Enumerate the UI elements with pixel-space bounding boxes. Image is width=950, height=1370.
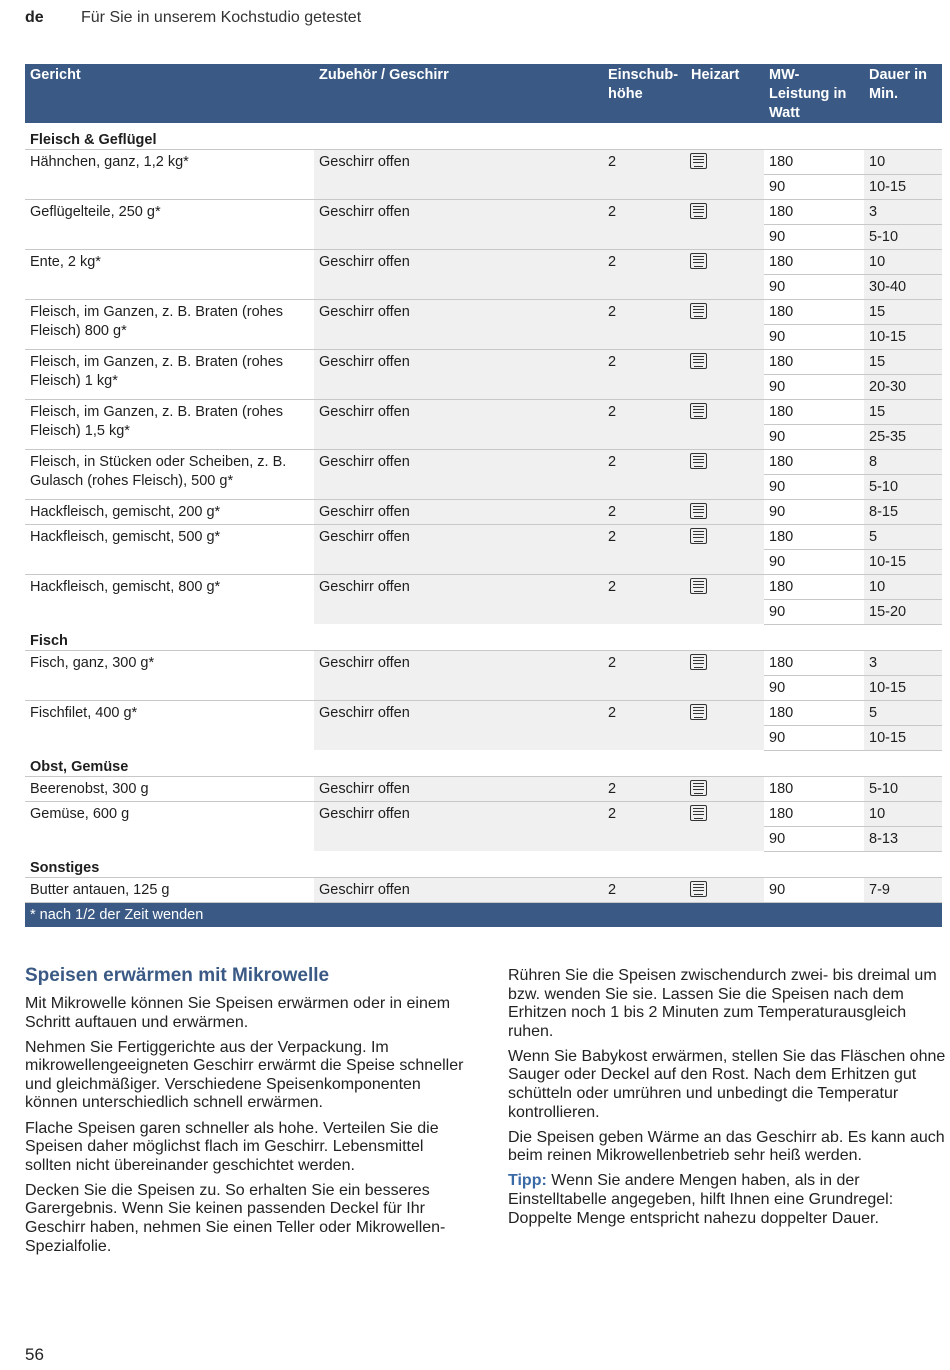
dish-cell: Fischfilet, 400 g* — [25, 701, 314, 751]
footnote-row — [25, 903, 942, 928]
level-cell: 2 — [603, 400, 686, 450]
table-row — [25, 575, 942, 600]
table-row — [25, 500, 942, 525]
duration-cell: 10 — [864, 802, 942, 827]
duration-cell: 5-10 — [864, 225, 942, 250]
duration-cell: 7-9 — [864, 878, 942, 903]
category-row — [25, 751, 942, 777]
level-cell: 2 — [603, 250, 686, 300]
microwave-icon — [690, 654, 707, 670]
duration-cell: 15 — [864, 350, 942, 375]
duration-cell: 15 — [864, 300, 942, 325]
heat-type-cell — [686, 802, 764, 852]
power-cell: 90 — [764, 325, 864, 350]
column-header: Dauer in Min. — [864, 64, 942, 124]
duration-cell: 15 — [864, 400, 942, 425]
table-row — [25, 525, 942, 550]
dish-cell: Hackfleisch, gemischt, 500 g* — [25, 525, 314, 575]
power-cell: 180 — [764, 200, 864, 225]
paragraph: Wenn Sie Babykost erwärmen, stellen Sie das Fläschen ohne Sauger oder Deckel auf den Rost. Nach dem Erhitzen gut schütteln oder umrühren und unbedingt die Temperatur kontrollieren. — [508, 1047, 946, 1121]
power-cell: 90 — [764, 600, 864, 625]
table-row — [25, 802, 942, 827]
paragraph: Decken Sie die Speisen zu. So erhalten Sie ein besseres Garergebnis. Wenn Sie keinen passenden Deckel für Ihr Geschirr haben, nehmen Sie einen Teller oder Mikrowellen-Spezialfolie. — [25, 1181, 446, 1255]
accessory-cell: Geschirr offen — [314, 802, 603, 852]
power-cell: 180 — [764, 525, 864, 550]
duration-cell: 5-10 — [864, 777, 942, 802]
heat-type-cell — [686, 200, 764, 250]
accessory-cell: Geschirr offen — [314, 250, 603, 300]
duration-cell: 10 — [864, 250, 942, 275]
table-row — [25, 878, 942, 903]
table-row — [25, 300, 942, 325]
duration-cell: 8-13 — [864, 827, 942, 852]
power-cell: 90 — [764, 175, 864, 200]
duration-cell: 30-40 — [864, 275, 942, 300]
tip-text: Wenn Sie andere Mengen haben, als in der Einstelltabelle angegeben, hilft Ihnen eine Grundregel: Doppelte Menge entspricht nahezu doppelter Dauer. — [508, 1172, 894, 1227]
power-cell: 90 — [764, 827, 864, 852]
heat-type-cell — [686, 300, 764, 350]
dish-cell: Beerenobst, 300 g — [25, 777, 314, 802]
duration-cell: 5 — [864, 525, 942, 550]
heat-type-cell — [686, 400, 764, 450]
paragraph: Die Speisen geben Wärme an das Geschirr ab. Es kann auch beim reinen Mikrowellenbetrieb sehr heiß werden. — [508, 1128, 945, 1165]
accessory-cell: Geschirr offen — [314, 878, 603, 903]
accessory-cell: Geschirr offen — [314, 500, 603, 525]
table-row — [25, 701, 942, 726]
level-cell: 2 — [603, 200, 686, 250]
power-cell: 180 — [764, 802, 864, 827]
microwave-icon — [690, 578, 707, 594]
page-number: 56 — [25, 1345, 44, 1364]
dish-cell: Fleisch, im Ganzen, z. B. Braten (rohes Fleisch) 1,5 kg* — [25, 400, 314, 450]
power-cell: 180 — [764, 150, 864, 175]
power-cell: 180 — [764, 300, 864, 325]
duration-cell: 10 — [864, 150, 942, 175]
duration-cell: 10-15 — [864, 726, 942, 751]
table-row — [25, 777, 942, 802]
column-header: Zubehör / Geschirr — [314, 64, 603, 124]
duration-cell: 25-35 — [864, 425, 942, 450]
duration-cell: 20-30 — [864, 375, 942, 400]
heat-type-cell — [686, 777, 764, 802]
microwave-icon — [690, 203, 707, 219]
page-header-title: Für Sie in unserem Kochstudio getestet — [81, 9, 362, 26]
table-row — [25, 200, 942, 225]
duration-cell: 10-15 — [864, 676, 942, 701]
power-cell: 180 — [764, 701, 864, 726]
dish-cell: Geflügelteile, 250 g* — [25, 200, 314, 250]
heat-type-cell — [686, 701, 764, 751]
microwave-icon — [690, 881, 707, 897]
duration-cell: 8 — [864, 450, 942, 475]
duration-cell: 10-15 — [864, 325, 942, 350]
tip-label: Tipp: — [508, 1172, 547, 1190]
duration-cell: 8-15 — [864, 500, 942, 525]
dish-cell: Hackfleisch, gemischt, 800 g* — [25, 575, 314, 625]
power-cell: 90 — [764, 878, 864, 903]
heat-type-cell — [686, 250, 764, 300]
heat-type-cell — [686, 525, 764, 575]
duration-cell: 10 — [864, 575, 942, 600]
section-title: Speisen erwärmen mit Mikrowelle — [25, 965, 330, 986]
column-header: MW-Leistung in Watt — [764, 64, 864, 124]
duration-cell: 10-15 — [864, 550, 942, 575]
power-cell: 90 — [764, 475, 864, 500]
paragraph: Rühren Sie die Speisen zwischendurch zwei- bis dreimal um bzw. wenden Sie sie. Lassen Sie die Speisen nach dem Erhitzen noch 1 bis 2 Minuten zum Temperaturausgleich ruhen. — [508, 967, 937, 1040]
column-header: Einschub-höhe — [603, 64, 686, 124]
accessory-cell: Geschirr offen — [314, 150, 603, 200]
heat-type-cell — [686, 150, 764, 200]
level-cell: 2 — [603, 802, 686, 852]
heat-type-cell — [686, 450, 764, 500]
level-cell: 2 — [603, 525, 686, 575]
power-cell: 180 — [764, 575, 864, 600]
accessory-cell: Geschirr offen — [314, 200, 603, 250]
level-cell: 2 — [603, 150, 686, 200]
microwave-icon — [690, 528, 707, 544]
microwave-icon — [690, 303, 707, 319]
microwave-icon — [690, 253, 707, 269]
power-cell: 90 — [764, 375, 864, 400]
heat-type-cell — [686, 575, 764, 625]
microwave-icon — [690, 704, 707, 720]
category-title: Obst, Gemüse — [25, 751, 942, 777]
power-cell: 90 — [764, 275, 864, 300]
accessory-cell: Geschirr offen — [314, 450, 603, 500]
left-text-column — [25, 965, 465, 1263]
paragraph: Flache Speisen garen schneller als hohe. Verteilen Sie die Speisen daher möglichst flach im Geschirr. Lebensmittel sollten nicht übereinander geschichtet werden. — [25, 1119, 439, 1174]
duration-cell: 5 — [864, 701, 942, 726]
level-cell: 2 — [603, 300, 686, 350]
category-row — [25, 124, 942, 150]
dish-cell: Fleisch, in Stücken oder Scheiben, z. B. Gulasch (rohes Fleisch), 500 g* — [25, 450, 314, 500]
level-cell: 2 — [603, 701, 686, 751]
heat-type-cell — [686, 651, 764, 701]
language-label: de — [25, 9, 44, 26]
dish-cell: Hackfleisch, gemischt, 200 g* — [25, 500, 314, 525]
category-title: Fisch — [25, 625, 942, 651]
microwave-icon — [690, 403, 707, 419]
paragraph: Nehmen Sie Fertiggerichte aus der Verpackung. Im mikrowellengeeigneten Geschirr erwärmt die Speise schneller und gleichmäßiger. Verschiedene Speisenkomponenten können unterschiedlich schnell erwärmen. — [25, 1038, 464, 1112]
table-row — [25, 651, 942, 676]
power-cell: 90 — [764, 425, 864, 450]
duration-cell: 15-20 — [864, 600, 942, 625]
heat-type-cell — [686, 500, 764, 525]
column-header: Heizart — [686, 64, 764, 124]
power-cell: 90 — [764, 726, 864, 751]
power-cell: 180 — [764, 250, 864, 275]
category-row — [25, 852, 942, 878]
category-row — [25, 625, 942, 651]
microwave-icon — [690, 153, 707, 169]
accessory-cell: Geschirr offen — [314, 400, 603, 450]
footnote: * nach 1/2 der Zeit wenden — [25, 903, 942, 928]
paragraph: Mit Mikrowelle können Sie Speisen erwärmen oder in einem Schritt auftauen und erwärmen. — [25, 995, 451, 1031]
tip-paragraph — [508, 1172, 948, 1228]
table-row — [25, 450, 942, 475]
dish-cell: Butter antauen, 125 g — [25, 878, 314, 903]
duration-cell: 5-10 — [864, 475, 942, 500]
accessory-cell: Geschirr offen — [314, 701, 603, 751]
accessory-cell: Geschirr offen — [314, 575, 603, 625]
microwave-icon — [690, 780, 707, 796]
microwave-icon — [690, 353, 707, 369]
microwave-icon — [690, 453, 707, 469]
dish-cell: Gemüse, 600 g — [25, 802, 314, 852]
level-cell: 2 — [603, 777, 686, 802]
power-cell: 90 — [764, 225, 864, 250]
table-row — [25, 400, 942, 425]
power-cell: 180 — [764, 350, 864, 375]
table-row — [25, 150, 942, 175]
accessory-cell: Geschirr offen — [314, 300, 603, 350]
level-cell: 2 — [603, 575, 686, 625]
duration-cell: 10-15 — [864, 175, 942, 200]
accessory-cell: Geschirr offen — [314, 525, 603, 575]
level-cell: 2 — [603, 500, 686, 525]
dish-cell: Ente, 2 kg* — [25, 250, 314, 300]
table-row — [25, 250, 942, 275]
power-cell: 90 — [764, 550, 864, 575]
dish-cell: Fleisch, im Ganzen, z. B. Braten (rohes Fleisch) 800 g* — [25, 300, 314, 350]
power-cell: 180 — [764, 651, 864, 676]
page-header — [25, 8, 361, 28]
power-cell: 180 — [764, 400, 864, 425]
dish-cell: Hähnchen, ganz, 1,2 kg* — [25, 150, 314, 200]
accessory-cell: Geschirr offen — [314, 651, 603, 701]
duration-cell: 3 — [864, 200, 942, 225]
heat-type-cell — [686, 878, 764, 903]
category-title: Sonstiges — [25, 852, 942, 878]
level-cell: 2 — [603, 878, 686, 903]
dish-cell: Fleisch, im Ganzen, z. B. Braten (rohes Fleisch) 1 kg* — [25, 350, 314, 400]
dish-cell: Fisch, ganz, 300 g* — [25, 651, 314, 701]
microwave-icon — [690, 503, 707, 519]
accessory-cell: Geschirr offen — [314, 777, 603, 802]
level-cell: 2 — [603, 450, 686, 500]
duration-cell: 3 — [864, 651, 942, 676]
power-cell: 180 — [764, 450, 864, 475]
column-header: Gericht — [25, 64, 314, 124]
microwave-icon — [690, 805, 707, 821]
power-cell: 180 — [764, 777, 864, 802]
category-title: Fleisch & Geflügel — [25, 124, 942, 150]
table-row — [25, 350, 942, 375]
level-cell: 2 — [603, 350, 686, 400]
heat-type-cell — [686, 350, 764, 400]
cooking-table — [25, 64, 942, 927]
table-header-row — [25, 64, 942, 124]
right-text-column — [508, 967, 948, 1235]
table-body — [25, 124, 942, 928]
power-cell: 90 — [764, 500, 864, 525]
level-cell: 2 — [603, 651, 686, 701]
power-cell: 90 — [764, 676, 864, 701]
accessory-cell: Geschirr offen — [314, 350, 603, 400]
